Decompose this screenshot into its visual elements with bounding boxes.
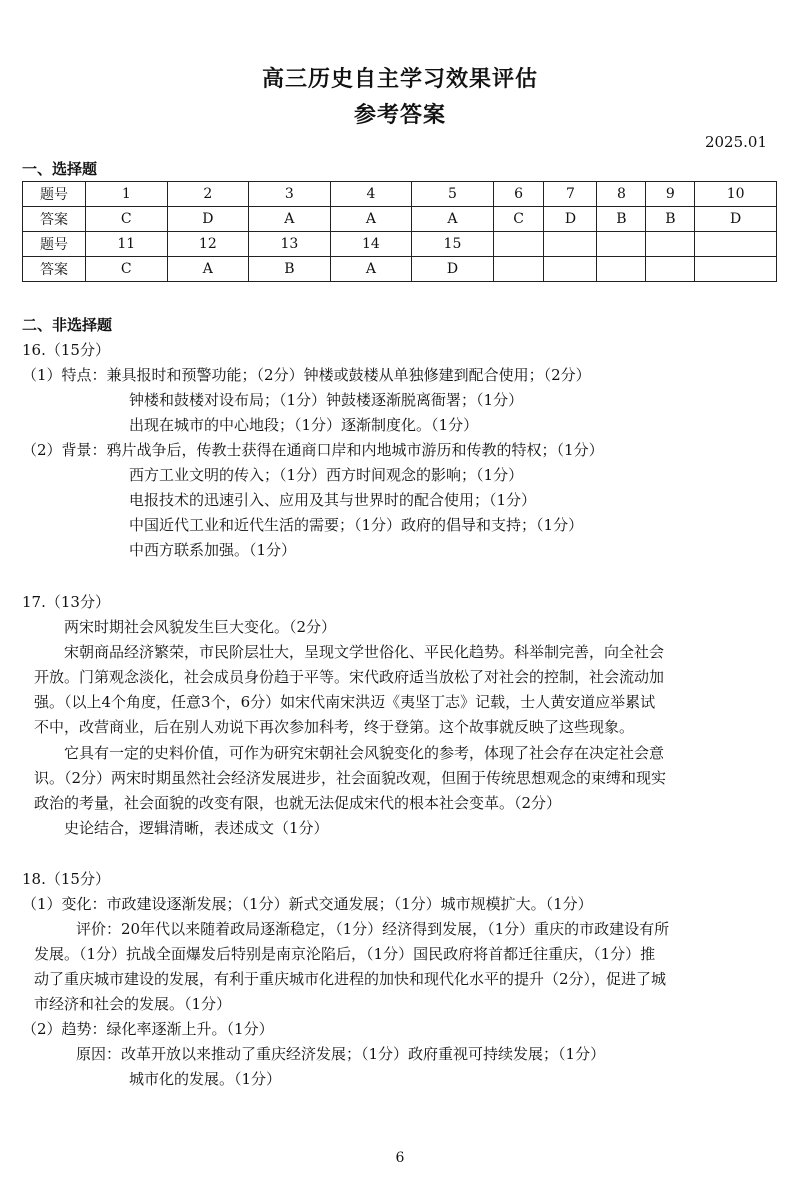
table-cell: C [86, 257, 168, 282]
table-cell: 3 [249, 182, 331, 207]
table-cell: 1 [86, 182, 168, 207]
table-cell [646, 232, 695, 257]
table-cell [597, 232, 646, 257]
table-cell: A [167, 257, 249, 282]
table-cell [493, 232, 544, 257]
table-cell: A [330, 257, 412, 282]
table-row [23, 257, 777, 282]
table-cell [544, 257, 597, 282]
table-row [23, 232, 777, 257]
table-cell: 5 [412, 182, 494, 207]
question-18-label: 18.（15分） [22, 870, 110, 888]
answer-line: 不中，改营商业，后在别人劝说下再次参加科考，终于登第。这个故事就反映了这些现象。 [34, 718, 635, 736]
answer-table [22, 181, 777, 282]
section-heading-choice: 一、选择题 [22, 160, 98, 178]
table-cell: 题号 [23, 182, 86, 207]
table-row [23, 182, 777, 207]
table-cell: 13 [249, 232, 331, 257]
answer-line: 原因：改革开放以来推动了重庆经济发展；（1分）政府重视可持续发展；（1分） [76, 1045, 606, 1063]
table-cell: 题号 [23, 232, 86, 257]
answer-line: （2）背景：鸦片战争后，传教士获得在通商口岸和内地城市游历和传教的特权；（1分） [22, 441, 604, 459]
table-cell: 6 [493, 182, 544, 207]
answer-line: 两宋时期社会风貌发生巨大变化。（2分） [64, 618, 337, 636]
table-cell: 11 [86, 232, 168, 257]
table-cell: B [646, 207, 695, 232]
answer-line: 电报技术的迅速引入、应用及其与世界时的配合使用；（1分） [129, 491, 537, 509]
table-cell: 10 [695, 182, 777, 207]
table-cell: D [167, 207, 249, 232]
table-cell: 12 [167, 232, 249, 257]
table-cell: D [544, 207, 597, 232]
table-cell: C [493, 207, 544, 232]
answer-line: 中西方联系加强。（1分） [129, 541, 297, 559]
table-row [23, 207, 777, 232]
table-cell: 4 [330, 182, 412, 207]
question-17-label: 17.（13分） [22, 593, 110, 611]
answer-line: 钟楼和鼓楼对设布局；（1分）钟鼓楼逐渐脱离衙署；（1分） [129, 391, 524, 409]
table-cell [544, 232, 597, 257]
answer-line: （1）特点：兼具报时和预警功能；（2分）钟楼或鼓楼从单独修建到配合使用；（2分） [22, 366, 591, 384]
answer-line: （1）变化：市政建设逐渐发展；（1分）新式交通发展；（1分）城市规模扩大。（1分） [22, 895, 593, 913]
table-cell: 答案 [23, 207, 86, 232]
page-title: 高三历史自主学习效果评估 [261, 67, 538, 92]
table-cell [597, 257, 646, 282]
answer-line: 开放。门第观念淡化，社会成员身份趋于平等。宋代政府适当放松了对社会的控制，社会流动加 [34, 668, 665, 686]
table-cell: B [597, 207, 646, 232]
answer-line: 发展。（1分）抗战全面爆发后特别是南京沦陷后，（1分）国民政府将首都迁往重庆，（1分）推 [34, 945, 656, 963]
answer-line: 西方工业文明的传入；（1分）西方时间观念的影响；（1分） [129, 466, 524, 484]
answer-line: 史论结合，逻辑清晰，表述成文（1分） [64, 819, 329, 837]
table-cell [695, 232, 777, 257]
table-cell: 8 [597, 182, 646, 207]
section-heading-nonchoice: 二、非选择题 [22, 316, 113, 334]
table-cell: 15 [412, 232, 494, 257]
table-cell: 答案 [23, 257, 86, 282]
table-cell: A [412, 207, 494, 232]
answer-line: 城市化的发展。（1分） [129, 1070, 282, 1088]
page-number: 6 [395, 1150, 405, 1166]
page-subtitle: 参考答案 [353, 103, 446, 128]
answer-line: 评价：20年代以来随着政局逐渐稳定，（1分）经济得到发展，（1分）重庆的市政建设有所 [76, 920, 670, 938]
table-cell: C [86, 207, 168, 232]
answer-line: 动了重庆城市建设的发展，有利于重庆城市化进程的加快和现代化水平的提升（2分），促进了城 [34, 970, 667, 988]
answer-line: 政治的考量，社会面貌的改变有限，也就无法促成宋代的根本社会变革。（2分） [34, 794, 562, 812]
table-cell: 9 [646, 182, 695, 207]
table-cell: A [330, 207, 412, 232]
answer-line: 宋朝商品经济繁荣，市民阶层壮大，呈现文学世俗化、平民化趋势。科举制完善，向全社会 [64, 643, 665, 661]
table-cell [493, 257, 544, 282]
answer-line: 它具有一定的史料价值，可作为研究宋朝社会风貌变化的参考，体现了社会存在决定社会意 [64, 744, 665, 762]
table-cell: D [412, 257, 494, 282]
table-cell: 14 [330, 232, 412, 257]
table-cell: A [249, 207, 331, 232]
table-cell: D [695, 207, 777, 232]
table-cell: 2 [167, 182, 249, 207]
question-16-label: 16.（15分） [22, 341, 110, 359]
table-cell: 7 [544, 182, 597, 207]
table-cell [695, 257, 777, 282]
answer-line: 中国近代工业和近代生活的需要；（1分）政府的倡导和支持；（1分） [129, 516, 584, 534]
answer-line: 识。（2分）两宋时期虽然社会经济发展进步，社会面貌改观，但囿于传统思想观念的束缚和现实 [34, 769, 667, 787]
answer-line: 强。（以上4个角度，任意3个，6分）如宋代南宋洪迈《夷坚丁志》记载，士人黄安道应举累试 [34, 693, 656, 711]
answer-line: 市经济和社会的发展。（1分） [34, 995, 232, 1013]
answer-line: 出现在城市的中心地段；（1分）逐渐制度化。（1分） [129, 416, 479, 434]
table-cell: B [249, 257, 331, 282]
exam-date: 2025.01 [704, 133, 767, 151]
table-cell [646, 257, 695, 282]
answer-line: （2）趋势：绿化率逐渐上升。（1分） [22, 1020, 274, 1038]
